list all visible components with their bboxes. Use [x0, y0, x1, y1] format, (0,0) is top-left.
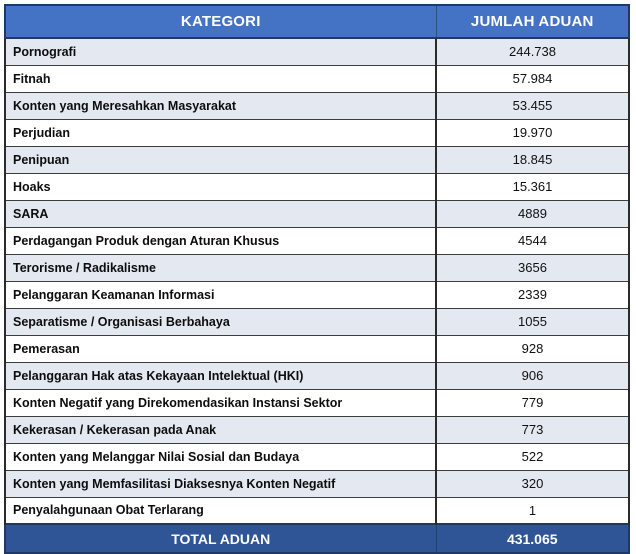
table-row — [5, 200, 629, 227]
cell-count: 522 — [436, 443, 629, 470]
column-header-jumlah-aduan: JUMLAH ADUAN — [436, 5, 629, 38]
cell-category: Perjudian — [5, 119, 436, 146]
cell-category: Pelanggaran Keamanan Informasi — [5, 281, 436, 308]
cell-count: 18.845 — [436, 146, 629, 173]
table-row — [5, 173, 629, 200]
header-row — [5, 5, 629, 38]
cell-category: Hoaks — [5, 173, 436, 200]
cell-category: Pornografi — [5, 38, 436, 65]
table-header — [5, 5, 629, 38]
table-row — [5, 119, 629, 146]
cell-category: Penipuan — [5, 146, 436, 173]
cell-category: Penyalahgunaan Obat Terlarang — [5, 497, 436, 524]
table-row — [5, 362, 629, 389]
table-row — [5, 38, 629, 65]
cell-count: 4889 — [436, 200, 629, 227]
table-row — [5, 497, 629, 524]
cell-category: Konten yang Memfasilitasi Diaksesnya Konten Negatif — [5, 470, 436, 497]
cell-count: 19.970 — [436, 119, 629, 146]
cell-category: Kekerasan / Kekerasan pada Anak — [5, 416, 436, 443]
cell-category: Pemerasan — [5, 335, 436, 362]
cell-count: 1055 — [436, 308, 629, 335]
table-row — [5, 335, 629, 362]
cell-count: 320 — [436, 470, 629, 497]
cell-count: 906 — [436, 362, 629, 389]
table-row — [5, 281, 629, 308]
table-row — [5, 254, 629, 281]
cell-count: 928 — [436, 335, 629, 362]
cell-category: SARA — [5, 200, 436, 227]
cell-count: 4544 — [436, 227, 629, 254]
cell-category: Konten yang Melanggar Nilai Sosial dan Budaya — [5, 443, 436, 470]
cell-count: 779 — [436, 389, 629, 416]
cell-category: Fitnah — [5, 65, 436, 92]
cell-category: Pelanggaran Hak atas Kekayaan Intelektual (HKI) — [5, 362, 436, 389]
cell-count: 15.361 — [436, 173, 629, 200]
cell-count: 53.455 — [436, 92, 629, 119]
total-value: 431.065 — [436, 524, 629, 553]
cell-category: Konten yang Meresahkan Masyarakat — [5, 92, 436, 119]
table-row — [5, 389, 629, 416]
cell-count: 2339 — [436, 281, 629, 308]
table-row — [5, 65, 629, 92]
total-row — [5, 524, 629, 553]
table-row — [5, 416, 629, 443]
table-row — [5, 92, 629, 119]
total-label: TOTAL ADUAN — [5, 524, 436, 553]
complaints-table — [4, 4, 630, 554]
cell-count: 244.738 — [436, 38, 629, 65]
cell-category: Perdagangan Produk dengan Aturan Khusus — [5, 227, 436, 254]
complaints-table-container — [4, 4, 628, 546]
table-footer — [5, 524, 629, 553]
table-row — [5, 443, 629, 470]
cell-category: Terorisme / Radikalisme — [5, 254, 436, 281]
table-row — [5, 146, 629, 173]
table-row — [5, 308, 629, 335]
table-row — [5, 470, 629, 497]
cell-category: Konten Negatif yang Direkomendasikan Instansi Sektor — [5, 389, 436, 416]
cell-count: 1 — [436, 497, 629, 524]
table-row — [5, 227, 629, 254]
column-header-kategori: KATEGORI — [5, 5, 436, 38]
cell-count: 773 — [436, 416, 629, 443]
cell-category: Separatisme / Organisasi Berbahaya — [5, 308, 436, 335]
cell-count: 57.984 — [436, 65, 629, 92]
table-body — [5, 38, 629, 524]
cell-count: 3656 — [436, 254, 629, 281]
